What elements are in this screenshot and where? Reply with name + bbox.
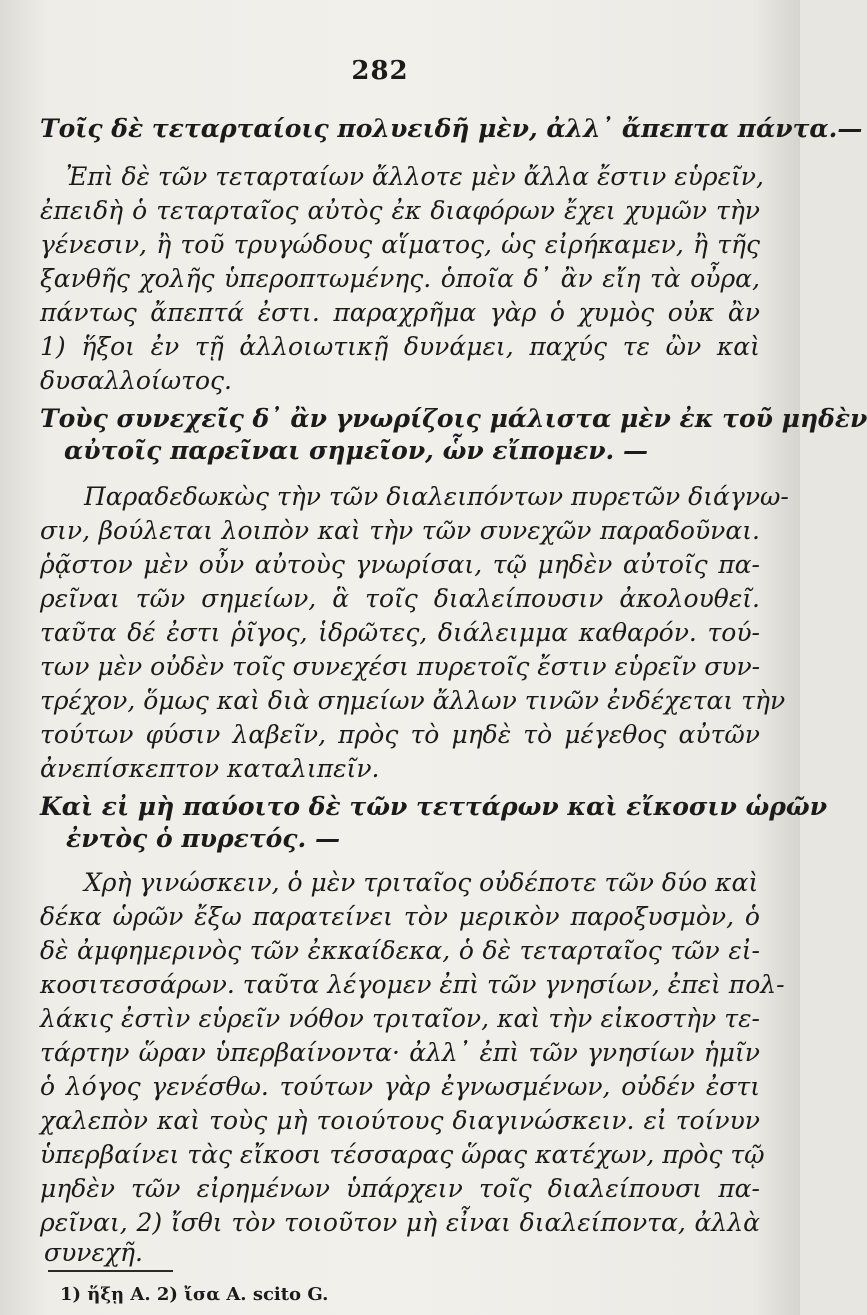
heading-continuous-cont: αὐτοῖς παρεῖναι σημεῖον, ὧν εἴπομεν. —	[64, 436, 648, 465]
text-line: σιν, βούλεται λοιπὸν καὶ τὴν τῶν συνεχῶν παραδοῦναι.	[40, 516, 760, 545]
text-line: ρεῖναι τῶν σημείων, ἃ τοῖς διαλείπουσιν ἀκολουθεῖ.	[40, 584, 760, 613]
text-line: χαλεπὸν καὶ τοὺς μὴ τοιούτους διαγινώσκειν. εἰ τοίνυν	[40, 1106, 760, 1135]
text-line: ξανθῆς χολῆς ὑπεροπτωμένης. ὁποῖα δ᾽ ἂν εἴη τὰ οὖρα,	[40, 264, 760, 293]
text-line: λάκις ἐστὶν εὑρεῖν νόθον τριταῖον, καὶ τὴν εἰκοστὴν τε-	[40, 1004, 760, 1033]
text-line: Παραδεδωκὼς τὴν τῶν διαλειπόντων πυρετῶν διάγνω-	[84, 482, 789, 511]
text-line: 1) ἥξοι ἐν τῇ ἀλλοιωτικῇ δυνάμει, παχύς τε ὢν καὶ	[40, 332, 760, 361]
heading-24-hours: Καὶ εἰ μὴ παύοιτο δὲ τῶν τεττάρων καὶ εἴκοσιν ὡρῶν	[40, 792, 828, 821]
text-line: των μὲν οὐδὲν τοῖς συνεχέσι πυρετοῖς ἔστιν εὑρεῖν συν-	[40, 652, 761, 681]
heading-quartan: Τοῖς δὲ τεταρταίοις πολυειδῆ μὲν, ἀλλ᾽ ἄπεπτα πάντα.—	[40, 114, 863, 143]
text-line: ὑπερβαίνει τὰς εἴκοσι τέσσαρας ὥρας κατέχων, πρὸς τῷ	[40, 1140, 765, 1169]
text-line: συνεχῆ.	[44, 1238, 143, 1267]
text-line: μηδὲν τῶν εἰρημένων ὑπάρχειν τοῖς διαλείπουσι πα-	[40, 1174, 760, 1203]
text-line: πάντως ἄπεπτά ἐστι. παραχρῆμα γὰρ ὁ χυμὸς οὐκ ἂν	[40, 298, 760, 327]
heading-24-hours-cont: ἐντὸς ὁ πυρετός. —	[66, 824, 340, 853]
text-line: ὁ λόγος γενέσθω. τούτων γὰρ ἐγνωσμένων, οὐδέν ἐστι	[40, 1072, 760, 1101]
text-line: τούτων φύσιν λαβεῖν, πρὸς τὸ μηδὲ τὸ μέγεθος αὐτῶν	[40, 720, 760, 749]
text-line: Ἐπὶ δὲ τῶν τεταρταίων ἄλλοτε μὲν ἄλλα ἔστιν εὑρεῖν,	[66, 162, 764, 191]
text-line: δὲ ἀμφημερινὸς τῶν ἐκκαίδεκα, ὁ δὲ τεταρταῖος τῶν εἰ-	[40, 936, 760, 965]
page-number: 282	[351, 56, 409, 86]
text-line: κοσιτεσσάρων. ταῦτα λέγομεν ἐπὶ τῶν γνησίων, ἐπεὶ πολ-	[40, 970, 785, 999]
text-line: γένεσιν, ἢ τοῦ τρυγώδους αἵματος, ὡς εἰρήκαμεν, ἢ τῆς	[40, 230, 760, 259]
text-line: τρέχον, ὅμως καὶ διὰ σημείων ἄλλων τινῶν ἐνδέχεται τὴν	[40, 686, 786, 715]
text-line: ρεῖναι, 2) ἴσθι τὸν τοιοῦτον μὴ εἶναι διαλείποντα, ἀλλὰ	[40, 1208, 760, 1237]
text-line: ῥᾷστον μὲν οὖν αὐτοὺς γνωρίσαι, τῷ μηδὲν αὐτοῖς πα-	[40, 550, 760, 579]
text-line: τάρτην ὥραν ὑπερβαίνοντα· ἀλλ᾽ ἐπὶ τῶν γνησίων ἡμῖν	[40, 1038, 760, 1067]
text-line: ἐπειδὴ ὁ τεταρταῖος αὐτὸς ἐκ διαφόρων ἔχει χυμῶν τὴν	[40, 196, 760, 225]
heading-continuous: Τοὺς συνεχεῖς δ᾽ ἂν γνωρίζοις μάλιστα μὲν ἐκ τοῦ μηδὲν	[40, 404, 867, 433]
text-line: Χρὴ γινώσκειν, ὁ μὲν τριταῖος οὐδέποτε τῶν δύο καὶ	[84, 868, 759, 897]
footnote: 1) ἥξῃ A. 2) ἴσα A. scito G.	[60, 1284, 329, 1305]
text-line: δέκα ὡρῶν ἔξω παρατείνει τὸν μερικὸν παροξυσμὸν, ὁ	[40, 902, 760, 931]
footnote-rule	[48, 1270, 173, 1272]
text-line: δυσαλλοίωτος.	[40, 366, 232, 395]
text-line: ταῦτα δέ ἐστι ῥῖγος, ἱδρῶτες, διάλειμμα καθαρόν. τού-	[40, 618, 760, 647]
text-line: ἀνεπίσκεπτον καταλιπεῖν.	[40, 754, 380, 783]
